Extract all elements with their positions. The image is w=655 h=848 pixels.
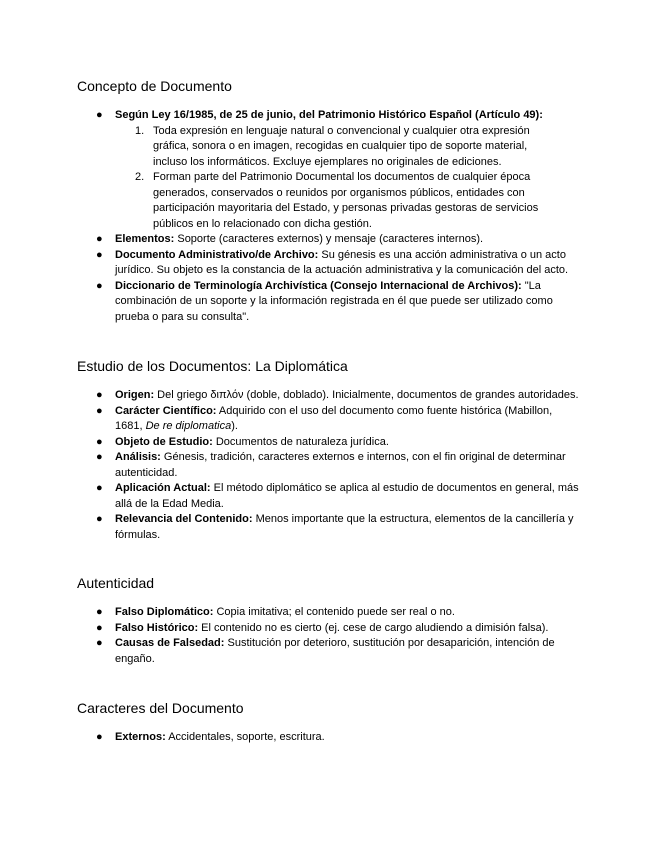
item-label: Causas de Falsedad:	[115, 637, 225, 649]
item-label: Falso Diplomático:	[115, 606, 214, 618]
bullet-icon: ●	[96, 637, 103, 649]
heading-diplomatica: Estudio de los Documentos: La Diplomática	[77, 358, 348, 374]
sub-list-item	[115, 124, 563, 171]
list-item	[0, 435, 580, 451]
item-text: Su génesis es una acción administrativa o un acto jurídico. Su objeto es la constancia de la actuación administrativa y la comunicación del acto.	[115, 248, 569, 276]
item-italic-title: De re diplomatica	[145, 420, 232, 432]
bullet-icon: ●	[96, 731, 103, 743]
item-label: Externos:	[115, 731, 166, 743]
list-caracteres	[0, 730, 580, 746]
item-text: Copia imitativa; el contenido puede ser real o no.	[213, 606, 455, 618]
item-text: Sustitución por deterioro, sustitución por desaparición, intención de engaño.	[115, 637, 555, 665]
item-label: Diccionario de Terminología Archivística (Consejo Internacional de Archivos):	[115, 279, 522, 292]
item-number: 2.	[135, 171, 145, 183]
list-item	[0, 279, 580, 326]
list-item	[0, 232, 580, 248]
bullet-icon: ●	[96, 404, 103, 417]
item-text: Adquirido con el uso del documento como fuente histórica (Mabillon, 1681,	[115, 404, 553, 432]
item-label: Origen:	[115, 389, 155, 401]
list-item	[0, 248, 580, 279]
sub-list	[115, 124, 580, 233]
item-text: Del griego διπλόν (doble, doblado). Inicialmente, documentos de grandes autoridades.	[154, 389, 579, 401]
item-text: Documentos de naturaleza jurídica.	[212, 435, 389, 448]
bullet-icon: ●	[96, 248, 103, 261]
item-text-after: ).	[231, 420, 238, 432]
bullet-icon: ●	[96, 435, 103, 448]
item-label: Falso Histórico:	[115, 621, 199, 634]
list-item	[0, 605, 580, 621]
heading-caracteres: Caracteres del Documento	[77, 700, 244, 716]
bullet-icon: ●	[96, 482, 103, 494]
item-label: Análisis:	[115, 451, 161, 463]
list-item	[0, 512, 580, 543]
item-text: Accidentales, soporte, escritura.	[165, 731, 325, 743]
heading-autenticidad: Autenticidad	[77, 575, 155, 591]
item-label: Aplicación Actual:	[115, 482, 211, 494]
bullet-icon: ●	[96, 513, 103, 525]
item-text: Soporte (caracteres externos) y mensaje (caracteres internos).	[174, 233, 484, 245]
list-item	[0, 108, 580, 232]
list-item	[0, 388, 580, 404]
heading-concepto: Concepto de Documento	[77, 78, 232, 94]
item-label: Objeto de Estudio:	[115, 435, 213, 448]
item-text: El contenido no es cierto (ej. cese de cargo aludiendo a dimisión falsa).	[198, 621, 549, 634]
list-item	[0, 404, 580, 435]
bullet-icon: ●	[96, 451, 103, 463]
item-text: Génesis, tradición, caracteres externos e internos, con el fin original de determinar autenticidad.	[115, 451, 566, 479]
list-item	[0, 636, 580, 667]
list-autenticidad	[0, 605, 580, 667]
item-number: 1.	[135, 124, 145, 137]
item-text: Forman parte del Patrimonio Documental los documentos de cualquier época generados, conservados o reunidos por organismos públicos, entidades con participación mayoritaria del Estado, y personas privadas gestoras de servicios públicos en lo relacionado con dicha gestión.	[153, 171, 539, 230]
bullet-icon: ●	[96, 621, 103, 634]
list-item	[0, 450, 580, 481]
item-text: Toda expresión en lenguaje natural o convencional y cualquier otra expresión gráfica, sonora o en imagen, recogidas en cualquier tipo de soporte material, incluso los informáticos. Excluye ejemplares no originales de ediciones.	[153, 124, 530, 168]
item-text: "La combinación de un soporte y la información registrada en él que puede ser utilizado como prueba o para su consulta".	[115, 279, 553, 323]
bullet-icon: ●	[96, 233, 103, 245]
list-concepto	[0, 108, 580, 325]
item-label: Según Ley 16/1985, de 25 de junio, del Patrimonio Histórico Español (Artículo 49):	[115, 109, 543, 121]
list-item	[0, 730, 580, 746]
bullet-icon: ●	[96, 606, 103, 618]
item-label: Elementos:	[115, 233, 175, 245]
bullet-icon: ●	[96, 389, 103, 401]
list-diplomatica	[0, 388, 580, 543]
sub-list-item	[115, 170, 563, 232]
item-label: Carácter Científico:	[115, 404, 217, 417]
list-item	[0, 481, 580, 512]
list-item	[0, 621, 580, 637]
item-label: Relevancia del Contenido:	[115, 513, 253, 525]
item-label: Documento Administrativo/de Archivo:	[115, 248, 319, 261]
bullet-icon: ●	[96, 279, 103, 292]
item-text: Menos importante que la estructura, elementos de la cancillería y fórmulas.	[115, 513, 574, 541]
item-text: El método diplomático se aplica al estudio de documentos en general, más allá de la Edad Media.	[115, 482, 579, 510]
bullet-icon: ●	[96, 109, 103, 121]
